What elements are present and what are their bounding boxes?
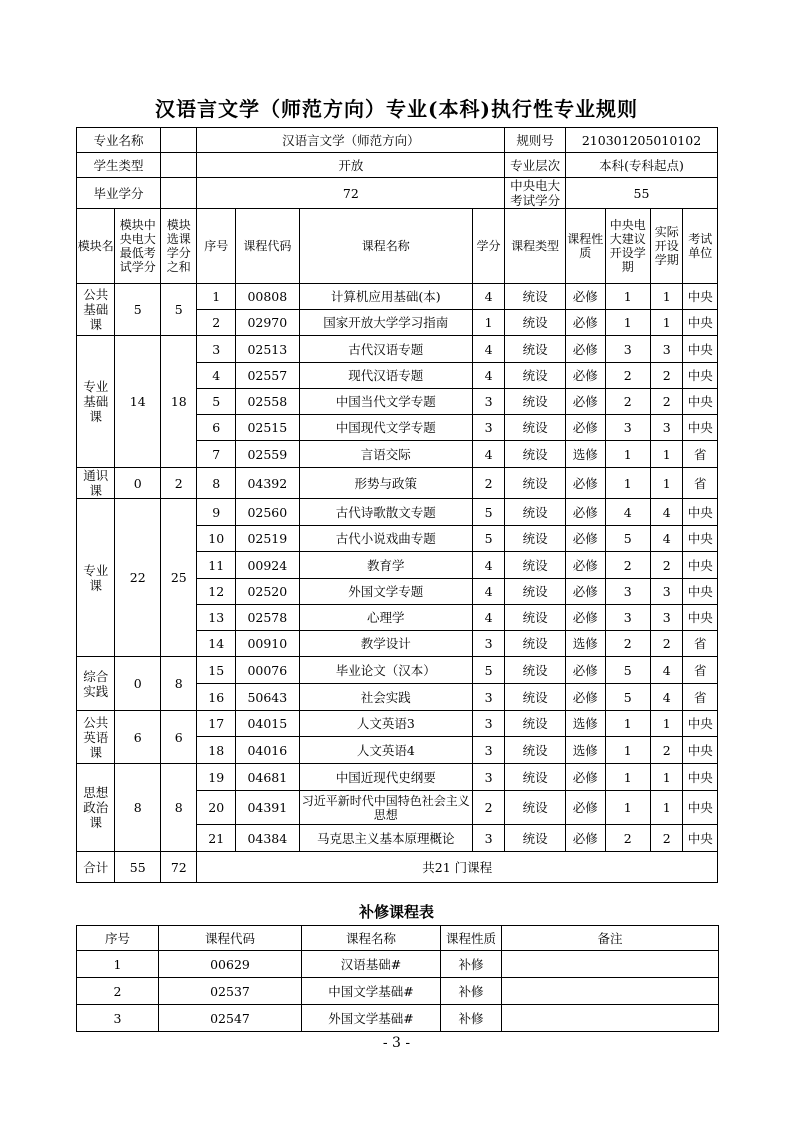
empty-cell [161,178,197,209]
course-name: 古代小说戏曲专题 [299,526,472,552]
header-code: 课程代码 [235,209,299,284]
supp-name: 外国文学基础# [302,1005,441,1032]
rule-no-label: 规则号 [505,128,566,153]
course-code: 00076 [235,657,299,684]
module-name: 通识课 [77,468,115,499]
course-seq: 9 [197,499,235,526]
course-type: 统设 [505,310,566,336]
supp-code: 02537 [159,978,302,1005]
course-exam-unit: 省 [683,684,718,711]
course-actual-term: 1 [651,711,683,737]
course-exam-unit: 省 [683,468,718,499]
course-name: 马克思主义基本原理概论 [299,825,472,852]
course-row [77,284,718,310]
supp-seq: 3 [77,1005,159,1032]
course-type: 统设 [505,579,566,605]
supp-note [502,951,719,978]
course-seq: 7 [197,441,235,468]
course-actual-term: 1 [651,764,683,791]
supp-nature: 补修 [441,978,502,1005]
course-credit: 4 [472,579,504,605]
course-credit: 5 [472,657,504,684]
course-nature: 选修 [566,631,605,657]
course-nature: 必修 [566,363,605,389]
total-summary: 共21 门课程 [197,852,718,883]
course-code: 00924 [235,552,299,579]
course-type: 统设 [505,657,566,684]
course-code: 02513 [235,336,299,363]
course-name: 现代汉语专题 [299,363,472,389]
module-min-credit: 22 [115,499,161,657]
course-code: 04016 [235,737,299,764]
course-seq: 16 [197,684,235,711]
course-credit: 3 [472,825,504,852]
course-suggest-term: 3 [605,605,651,631]
supp-seq: 2 [77,978,159,1005]
module-name: 专业课 [77,499,115,657]
supp-name: 汉语基础# [302,951,441,978]
course-name: 言语交际 [299,441,472,468]
course-type: 统设 [505,415,566,441]
course-type: 统设 [505,363,566,389]
course-actual-term: 3 [651,605,683,631]
course-actual-term: 4 [651,684,683,711]
supp-header-seq: 序号 [77,926,159,951]
module-sum-credit: 25 [161,499,197,657]
course-suggest-term: 1 [605,791,651,825]
course-nature: 必修 [566,468,605,499]
central-exam-label: 中央电大考试学分 [505,178,566,209]
course-suggest-term: 1 [605,764,651,791]
course-nature: 必修 [566,552,605,579]
course-code: 00808 [235,284,299,310]
course-credit: 4 [472,605,504,631]
course-seq: 2 [197,310,235,336]
course-exam-unit: 中央 [683,499,718,526]
course-credit: 2 [472,468,504,499]
course-suggest-term: 3 [605,579,651,605]
course-code: 04681 [235,764,299,791]
total-row [77,852,718,883]
course-actual-term: 2 [651,389,683,415]
course-code: 04391 [235,791,299,825]
supp-seq: 1 [77,951,159,978]
course-seq: 17 [197,711,235,737]
course-actual-term: 4 [651,499,683,526]
course-nature: 必修 [566,336,605,363]
course-credit: 4 [472,552,504,579]
course-exam-unit: 省 [683,631,718,657]
course-seq: 19 [197,764,235,791]
total-sum-credit: 72 [161,852,197,883]
course-type: 统设 [505,605,566,631]
course-credit: 3 [472,631,504,657]
course-suggest-term: 2 [605,631,651,657]
course-suggest-term: 5 [605,657,651,684]
course-actual-term: 2 [651,825,683,852]
level-label: 专业层次 [505,153,566,178]
course-actual-term: 2 [651,631,683,657]
course-code: 00910 [235,631,299,657]
module-min-credit: 0 [115,657,161,711]
course-nature: 必修 [566,579,605,605]
module-name: 专业基础课 [77,336,115,468]
course-nature: 必修 [566,657,605,684]
course-credit: 3 [472,711,504,737]
supp-code: 00629 [159,951,302,978]
course-actual-term: 3 [651,336,683,363]
course-exam-unit: 中央 [683,415,718,441]
course-code: 04015 [235,711,299,737]
supp-nature: 补修 [441,951,502,978]
total-min-credit: 55 [115,852,161,883]
course-type: 统设 [505,389,566,415]
course-type: 统设 [505,737,566,764]
course-actual-term: 2 [651,737,683,764]
course-seq: 20 [197,791,235,825]
module-min-credit: 6 [115,711,161,764]
major-rules-table [76,127,718,883]
course-credit: 3 [472,389,504,415]
course-suggest-term: 1 [605,284,651,310]
course-name: 中国近现代史纲要 [299,764,472,791]
module-sum-credit: 8 [161,764,197,852]
student-type-value: 开放 [197,153,505,178]
course-name: 教学设计 [299,631,472,657]
course-name: 社会实践 [299,684,472,711]
course-nature: 选修 [566,711,605,737]
course-credit: 4 [472,336,504,363]
course-type: 统设 [505,499,566,526]
course-credit: 3 [472,737,504,764]
course-seq: 10 [197,526,235,552]
course-code: 02519 [235,526,299,552]
course-credit: 4 [472,363,504,389]
course-nature: 必修 [566,389,605,415]
course-nature: 必修 [566,499,605,526]
course-code: 02520 [235,579,299,605]
central-exam-value: 55 [566,178,718,209]
header-suggest-term: 中央电大建议开设学期 [605,209,651,284]
course-actual-term: 3 [651,579,683,605]
header-actual-term: 实际开设学期 [651,209,683,284]
supp-header-nature: 课程性质 [441,926,502,951]
course-code: 02578 [235,605,299,631]
empty-cell [161,128,197,153]
page-title: 汉语言文学（师范方向）专业(本科)执行性专业规则 [155,97,638,121]
course-exam-unit: 中央 [683,336,718,363]
header-seq: 序号 [197,209,235,284]
course-exam-unit: 中央 [683,552,718,579]
header-name: 课程名称 [299,209,472,284]
supp-note [502,978,719,1005]
module-name: 公共基础课 [77,284,115,336]
course-type: 统设 [505,441,566,468]
module-sum-credit: 5 [161,284,197,336]
course-credit: 1 [472,310,504,336]
header-module: 模块名 [77,209,115,284]
module-sum-credit: 8 [161,657,197,711]
course-type: 统设 [505,526,566,552]
info-row-major [77,128,718,153]
course-exam-unit: 中央 [683,711,718,737]
module-min-credit: 5 [115,284,161,336]
course-actual-term: 4 [651,657,683,684]
course-suggest-term: 1 [605,711,651,737]
course-name: 古代汉语专题 [299,336,472,363]
header-credit: 学分 [472,209,504,284]
course-exam-unit: 中央 [683,737,718,764]
course-exam-unit: 中央 [683,605,718,631]
course-suggest-term: 1 [605,310,651,336]
course-nature: 必修 [566,825,605,852]
grad-credits-label: 毕业学分 [77,178,161,209]
course-actual-term: 3 [651,415,683,441]
module-name: 公共英语课 [77,711,115,764]
supp-note [502,1005,719,1032]
course-code: 04384 [235,825,299,852]
course-row [77,499,718,526]
course-code: 02558 [235,389,299,415]
course-exam-unit: 中央 [683,310,718,336]
course-actual-term: 1 [651,441,683,468]
course-credit: 5 [472,526,504,552]
course-exam-unit: 中央 [683,764,718,791]
course-row [77,336,718,363]
supplement-title: 补修课程表 [358,903,434,921]
course-exam-unit: 中央 [683,389,718,415]
course-suggest-term: 2 [605,363,651,389]
header-row [77,209,718,284]
course-name: 国家开放大学学习指南 [299,310,472,336]
course-row [77,657,718,684]
course-type: 统设 [505,552,566,579]
course-name: 心理学 [299,605,472,631]
course-exam-unit: 中央 [683,363,718,389]
course-actual-term: 1 [651,468,683,499]
module-min-credit: 0 [115,468,161,499]
course-type: 统设 [505,631,566,657]
course-suggest-term: 5 [605,684,651,711]
header-module-sum: 模块选课学分之和 [161,209,197,284]
course-suggest-term: 2 [605,552,651,579]
course-nature: 必修 [566,684,605,711]
course-type: 统设 [505,684,566,711]
course-credit: 4 [472,284,504,310]
course-seq: 12 [197,579,235,605]
course-seq: 8 [197,468,235,499]
course-nature: 必修 [566,284,605,310]
module-name: 综合实践 [77,657,115,711]
course-seq: 14 [197,631,235,657]
course-actual-term: 2 [651,552,683,579]
course-exam-unit: 中央 [683,579,718,605]
course-name: 中国当代文学专题 [299,389,472,415]
course-name: 教育学 [299,552,472,579]
course-type: 统设 [505,711,566,737]
supplement-row [77,951,719,978]
course-seq: 5 [197,389,235,415]
level-value: 本科(专科起点) [566,153,718,178]
course-code: 02557 [235,363,299,389]
course-nature: 必修 [566,605,605,631]
course-name: 人文英语3 [299,711,472,737]
module-min-credit: 14 [115,336,161,468]
course-suggest-term: 2 [605,825,651,852]
course-row [77,711,718,737]
header-nature: 课程性质 [566,209,605,284]
total-label: 合计 [77,852,115,883]
supp-name: 中国文学基础# [302,978,441,1005]
course-nature: 必修 [566,415,605,441]
supp-nature: 补修 [441,1005,502,1032]
course-code: 02559 [235,441,299,468]
course-nature: 必修 [566,526,605,552]
course-code: 02515 [235,415,299,441]
course-actual-term: 1 [651,791,683,825]
info-row-credits [77,178,718,209]
course-exam-unit: 中央 [683,284,718,310]
course-suggest-term: 3 [605,415,651,441]
grad-credits-value: 72 [197,178,505,209]
supp-header-name: 课程名称 [302,926,441,951]
course-type: 统设 [505,764,566,791]
course-credit: 3 [472,764,504,791]
supp-header-code: 课程代码 [159,926,302,951]
module-name: 思想政治课 [77,764,115,852]
course-nature: 必修 [566,310,605,336]
course-suggest-term: 3 [605,336,651,363]
course-type: 统设 [505,284,566,310]
supplement-row [77,978,719,1005]
course-actual-term: 1 [651,310,683,336]
course-exam-unit: 中央 [683,791,718,825]
major-name-label: 专业名称 [77,128,161,153]
page-number: - 3 - [382,1035,411,1051]
module-sum-credit: 2 [161,468,197,499]
header-type: 课程类型 [505,209,566,284]
course-suggest-term: 2 [605,389,651,415]
course-credit: 5 [472,499,504,526]
course-suggest-term: 1 [605,737,651,764]
course-name: 毕业论文（汉本） [299,657,472,684]
info-row-type [77,153,718,178]
course-row [77,764,718,791]
course-suggest-term: 4 [605,499,651,526]
module-sum-credit: 6 [161,711,197,764]
supplement-row [77,1005,719,1032]
course-code: 50643 [235,684,299,711]
course-suggest-term: 5 [605,526,651,552]
course-name: 计算机应用基础(本) [299,284,472,310]
course-credit: 2 [472,791,504,825]
course-nature: 选修 [566,441,605,468]
course-suggest-term: 1 [605,441,651,468]
course-nature: 选修 [566,737,605,764]
course-name: 外国文学专题 [299,579,472,605]
course-type: 统设 [505,825,566,852]
course-code: 02560 [235,499,299,526]
course-code: 04392 [235,468,299,499]
course-name: 形势与政策 [299,468,472,499]
course-seq: 1 [197,284,235,310]
module-min-credit: 8 [115,764,161,852]
course-name: 中国现代文学专题 [299,415,472,441]
course-seq: 11 [197,552,235,579]
course-code: 02970 [235,310,299,336]
supplement-table [76,925,719,1032]
supp-header-note: 备注 [502,926,719,951]
module-sum-credit: 18 [161,336,197,468]
major-name-value: 汉语言文学（师范方向） [197,128,505,153]
course-nature: 必修 [566,791,605,825]
course-name: 古代诗歌散文专题 [299,499,472,526]
course-seq: 18 [197,737,235,764]
course-credit: 4 [472,441,504,468]
course-actual-term: 1 [651,284,683,310]
course-suggest-term: 1 [605,468,651,499]
course-exam-unit: 省 [683,657,718,684]
course-nature: 必修 [566,764,605,791]
rule-no-value: 210301205010102 [566,128,718,153]
course-credit: 3 [472,684,504,711]
course-exam-unit: 中央 [683,526,718,552]
course-row [77,468,718,499]
course-type: 统设 [505,468,566,499]
course-seq: 13 [197,605,235,631]
header-exam-unit: 考试单位 [683,209,718,284]
course-actual-term: 2 [651,363,683,389]
header-module-min: 模块中央电大最低考试学分 [115,209,161,284]
course-name: 人文英语4 [299,737,472,764]
course-exam-unit: 中央 [683,825,718,852]
supp-code: 02547 [159,1005,302,1032]
course-seq: 4 [197,363,235,389]
course-type: 统设 [505,791,566,825]
course-type: 统设 [505,336,566,363]
course-actual-term: 4 [651,526,683,552]
course-seq: 21 [197,825,235,852]
course-seq: 3 [197,336,235,363]
course-credit: 3 [472,415,504,441]
course-seq: 15 [197,657,235,684]
supplement-header-row [77,926,719,951]
course-name: 习近平新时代中国特色社会主义思想 [299,791,472,825]
empty-cell [161,153,197,178]
course-seq: 6 [197,415,235,441]
student-type-label: 学生类型 [77,153,161,178]
course-exam-unit: 省 [683,441,718,468]
